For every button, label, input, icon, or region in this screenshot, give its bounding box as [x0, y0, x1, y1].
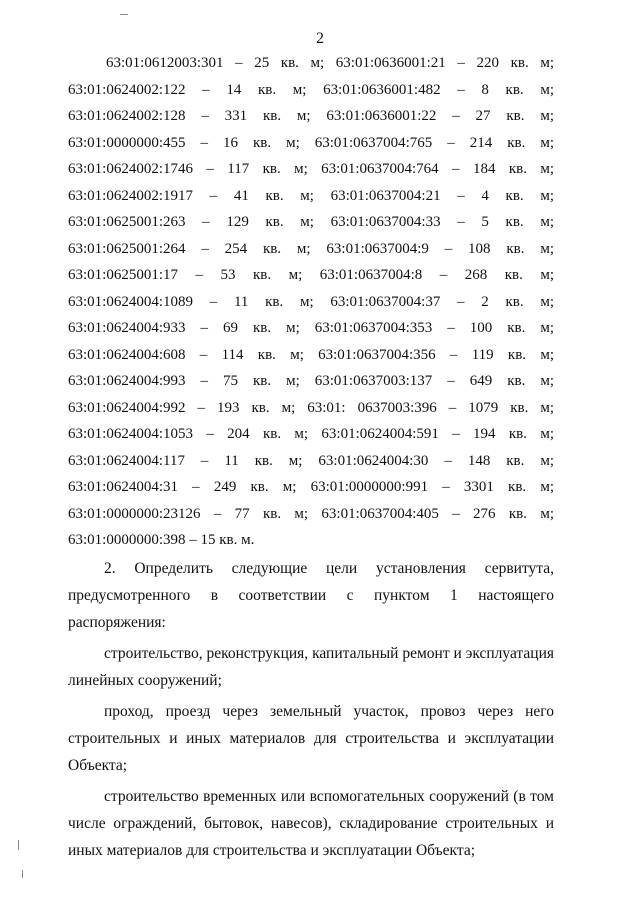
scan-speck — [120, 14, 128, 15]
document-body — [68, 555, 554, 868]
paragraph-purpose-construction: строительство, реконструкция, капитальный ремонт и эксплуатация линейных сооружений; — [68, 645, 554, 689]
cadastral-line: 63:01:0624004:933 – 69 кв. м; 63:01:0637004:353 – 100 кв. м; — [68, 320, 554, 336]
cadastral-line: 63:01:0624004:117 – 11 кв. м; 63:01:0624004:30 – 148 кв. м; — [68, 452, 554, 469]
cadastral-line: 63:01:0612003:301 – 25 кв. м; 63:01:0636001:21 – 220 кв. м; — [106, 55, 554, 71]
cadastral-line: 63:01:0000000:23126 – 77 кв. м; 63:01:0637004:405 – 276 кв. м; — [68, 505, 554, 522]
cadastral-line: 63:01:0624002:1917 – 41 кв. м; 63:01:0637004:21 – 4 кв. м; — [68, 187, 554, 204]
cadastral-list — [68, 50, 554, 554]
cadastral-line: 63:01:0624002:128 – 331 кв. м; 63:01:0636001:22 – 27 кв. м; — [68, 108, 554, 124]
cadastral-line: 63:01:0624004:993 – 75 кв. м; 63:01:0637003:137 – 649 кв. м; — [68, 373, 554, 389]
paragraph-item-2: 2. Определить следующие цели установления сервитута, предусмотренного в соответствии с пунктом 1 настоящего распоряжения: — [68, 560, 554, 631]
cadastral-line: 63:01:0624002:122 – 14 кв. м; 63:01:0636001:482 – 8 кв. м; — [68, 81, 554, 98]
cadastral-line: 63:01:0624004:1089 – 11 кв. м; 63:01:0637004:37 – 2 кв. м; — [68, 293, 554, 310]
cadastral-line: 63:01:0624004:31 – 249 кв. м; 63:01:0000000:991 – 3301 кв. м; — [68, 479, 554, 495]
cadastral-line: 63:01:0625001:17 – 53 кв. м; 63:01:0637004:8 – 268 кв. м; — [68, 267, 554, 283]
cadastral-line: 63:01:0624002:1746 – 117 кв. м; 63:01:0637004:764 – 184 кв. м; — [68, 161, 554, 177]
scan-speck — [22, 870, 23, 878]
cadastral-line: 63:01:0625001:264 – 254 кв. м; 63:01:0637004:9 – 108 кв. м; — [68, 240, 554, 257]
cadastral-line: 63:01:0625001:263 – 129 кв. м; 63:01:0637004:33 – 5 кв. м; — [68, 214, 554, 230]
cadastral-line: 63:01:0624004:608 – 114 кв. м; 63:01:0637004:356 – 119 кв. м; — [68, 346, 554, 363]
cadastral-line: 63:01:0624004:992 – 193 кв. м; 63:01: 0637003:396 – 1079 кв. м; — [68, 399, 554, 416]
cadastral-line: 63:01:0000000:398 – 15 кв. м. — [68, 532, 255, 548]
scan-speck — [18, 840, 19, 850]
cadastral-line: 63:01:0000000:455 – 16 кв. м; 63:01:0637004:765 – 214 кв. м; — [68, 134, 554, 151]
cadastral-line: 63:01:0624004:1053 – 204 кв. м; 63:01:0624004:591 – 194 кв. м; — [68, 426, 554, 442]
page-number: 2 — [316, 30, 324, 47]
paragraph-purpose-access: проход, проезд через земельный участок, провоз через него строительных и иных материалов для строительства и эксплуатации Объекта; — [68, 703, 554, 774]
paragraph-purpose-temporary-structures: строительство временных или вспомогательных сооружений (в том числе ограждений, бытовок, навесов), складирование строительных и иных материалов для строительства и эксплуатации Объекта; — [68, 788, 554, 859]
